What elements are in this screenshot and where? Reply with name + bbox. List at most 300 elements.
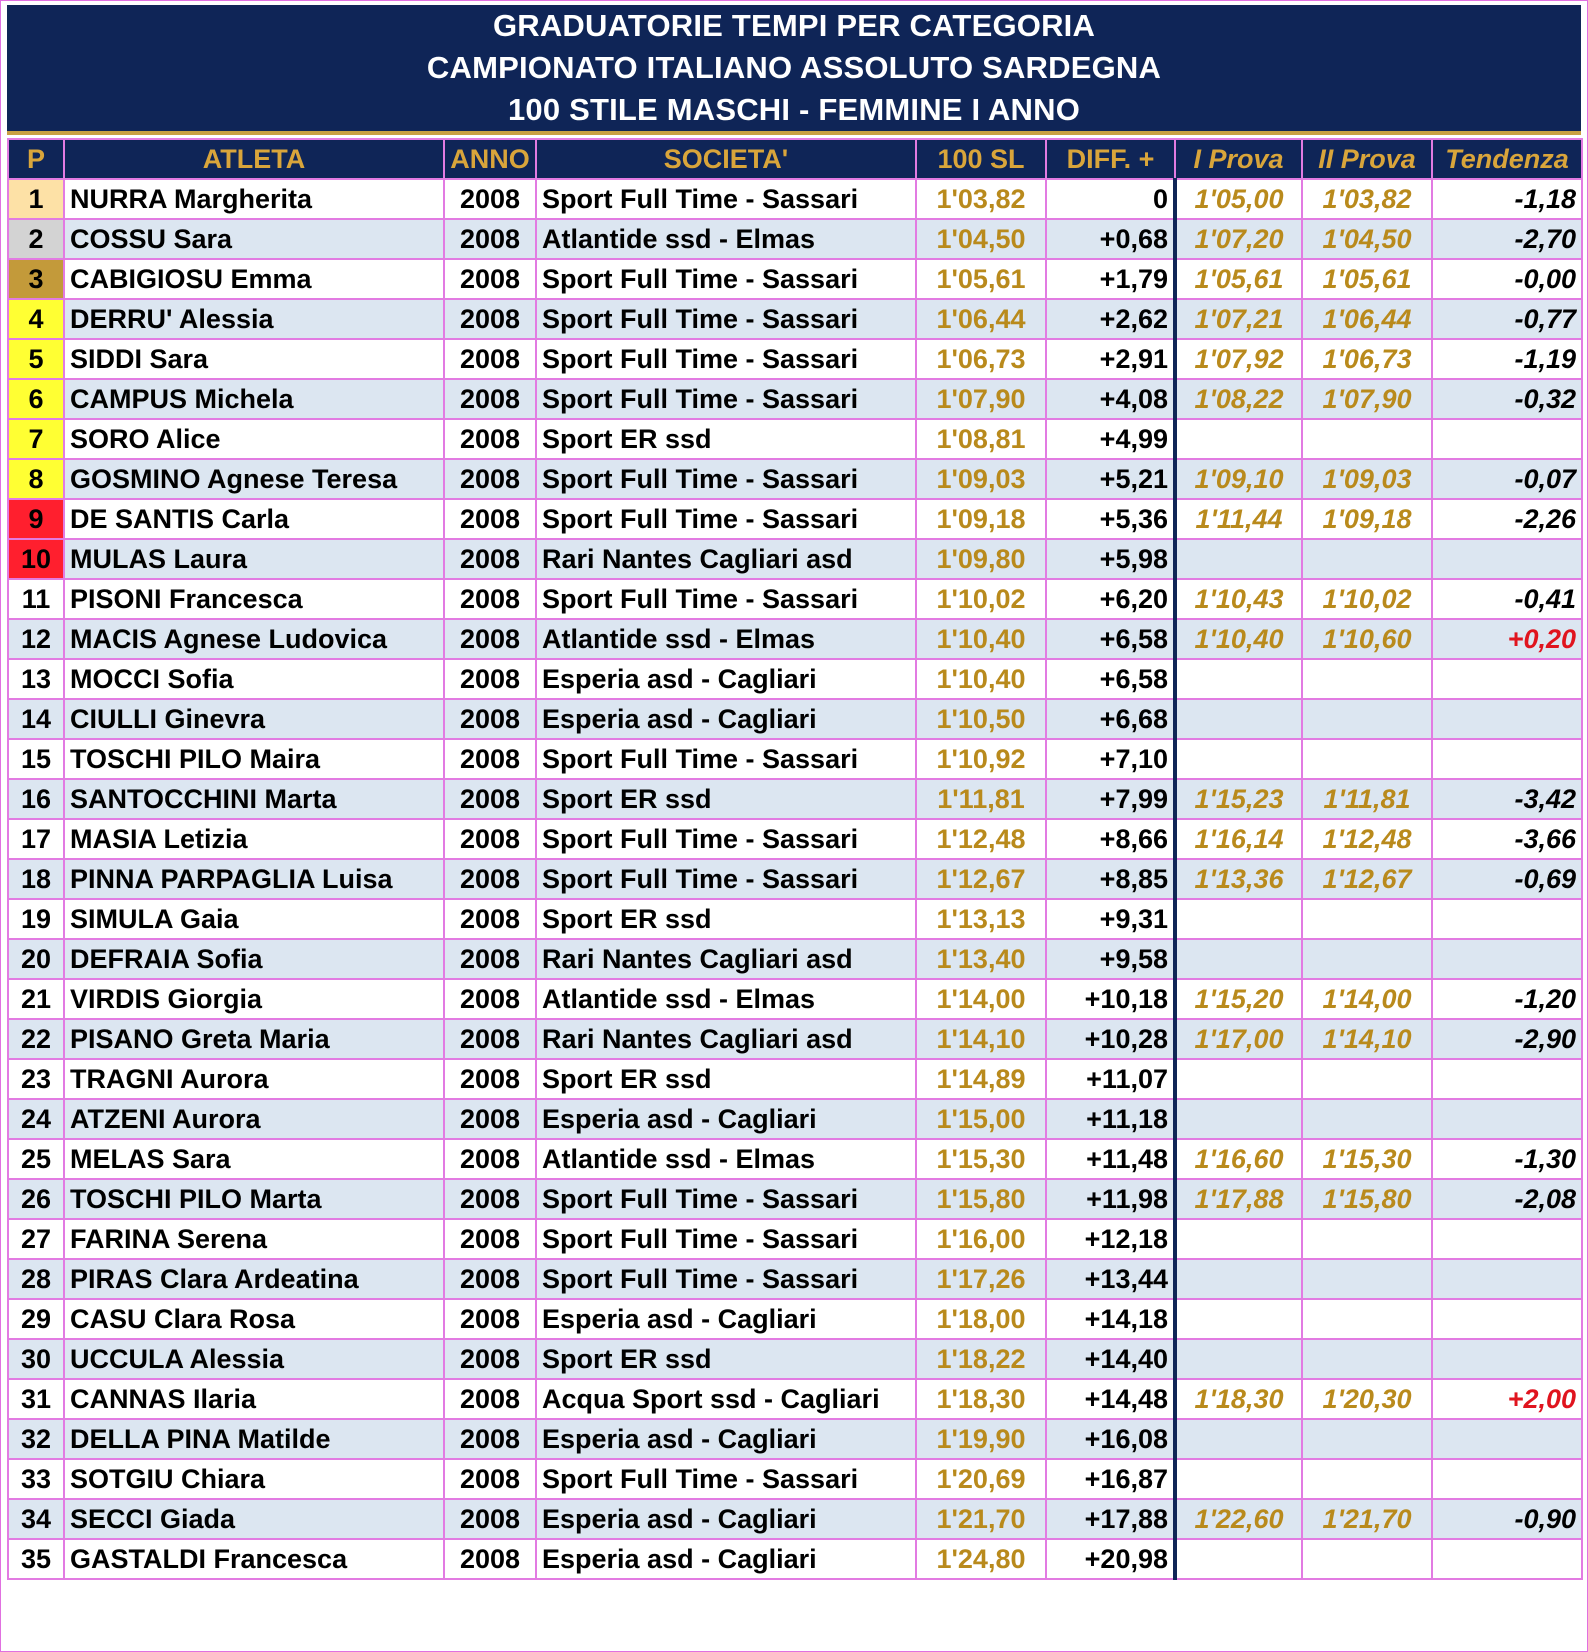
col-header-athlete[interactable]: ATLETA [64, 139, 444, 179]
second-trial-cell[interactable] [1302, 739, 1432, 779]
second-trial-cell[interactable] [1302, 419, 1432, 459]
trend-cell[interactable]: -0,07 [1432, 459, 1582, 499]
athlete-cell[interactable]: VIRDIS Giorgia [64, 979, 444, 1019]
diff-cell[interactable]: +5,98 [1046, 539, 1175, 579]
athlete-cell[interactable]: GASTALDI Francesca [64, 1539, 444, 1579]
year-cell[interactable]: 2008 [444, 219, 536, 259]
first-trial-cell[interactable]: 1'17,88 [1175, 1179, 1302, 1219]
year-cell[interactable]: 2008 [444, 1179, 536, 1219]
second-trial-cell[interactable]: 1'15,80 [1302, 1179, 1432, 1219]
athlete-cell[interactable]: CANNAS Ilaria [64, 1379, 444, 1419]
club-cell[interactable]: Atlantide ssd - Elmas [536, 979, 916, 1019]
second-trial-cell[interactable] [1302, 539, 1432, 579]
second-trial-cell[interactable] [1302, 899, 1432, 939]
athlete-cell[interactable]: CIULLI Ginevra [64, 699, 444, 739]
diff-cell[interactable]: +7,99 [1046, 779, 1175, 819]
rank-cell[interactable]: 8 [8, 459, 64, 499]
rank-cell[interactable]: 16 [8, 779, 64, 819]
trend-cell[interactable] [1432, 899, 1582, 939]
first-trial-cell[interactable]: 1'08,22 [1175, 379, 1302, 419]
rank-cell[interactable]: 12 [8, 619, 64, 659]
rank-cell[interactable]: 2 [8, 219, 64, 259]
trend-cell[interactable]: -0,77 [1432, 299, 1582, 339]
trend-cell[interactable] [1432, 419, 1582, 459]
trend-cell[interactable]: -3,42 [1432, 779, 1582, 819]
club-cell[interactable]: Sport ER ssd [536, 779, 916, 819]
diff-cell[interactable]: +13,44 [1046, 1259, 1175, 1299]
first-trial-cell[interactable]: 1'05,00 [1175, 179, 1302, 219]
athlete-cell[interactable]: SECCI Giada [64, 1499, 444, 1539]
second-trial-cell[interactable]: 1'03,82 [1302, 179, 1432, 219]
club-cell[interactable]: Sport Full Time - Sassari [536, 1179, 916, 1219]
trend-cell[interactable] [1432, 1259, 1582, 1299]
rank-cell[interactable]: 25 [8, 1139, 64, 1179]
club-cell[interactable]: Atlantide ssd - Elmas [536, 1139, 916, 1179]
first-trial-cell[interactable]: 1'18,30 [1175, 1379, 1302, 1419]
first-trial-cell[interactable]: 1'05,61 [1175, 259, 1302, 299]
time-cell[interactable]: 1'10,92 [916, 739, 1046, 779]
first-trial-cell[interactable]: 1'10,43 [1175, 579, 1302, 619]
second-trial-cell[interactable]: 1'11,81 [1302, 779, 1432, 819]
year-cell[interactable]: 2008 [444, 619, 536, 659]
diff-cell[interactable]: +11,98 [1046, 1179, 1175, 1219]
col-header-first-trial[interactable]: I Prova [1175, 139, 1302, 179]
second-trial-cell[interactable] [1302, 1339, 1432, 1379]
year-cell[interactable]: 2008 [444, 299, 536, 339]
trend-cell[interactable]: -0,41 [1432, 579, 1582, 619]
first-trial-cell[interactable]: 1'07,92 [1175, 339, 1302, 379]
club-cell[interactable]: Sport Full Time - Sassari [536, 459, 916, 499]
club-cell[interactable]: Sport Full Time - Sassari [536, 1459, 916, 1499]
trend-cell[interactable] [1432, 539, 1582, 579]
rank-cell[interactable]: 29 [8, 1299, 64, 1339]
time-cell[interactable]: 1'13,13 [916, 899, 1046, 939]
first-trial-cell[interactable] [1175, 1539, 1302, 1579]
trend-cell[interactable]: +2,00 [1432, 1379, 1582, 1419]
year-cell[interactable]: 2008 [444, 1259, 536, 1299]
athlete-cell[interactable]: DEFRAIA Sofia [64, 939, 444, 979]
time-cell[interactable]: 1'06,44 [916, 299, 1046, 339]
first-trial-cell[interactable]: 1'07,20 [1175, 219, 1302, 259]
athlete-cell[interactable]: FARINA Serena [64, 1219, 444, 1259]
club-cell[interactable]: Sport ER ssd [536, 419, 916, 459]
year-cell[interactable]: 2008 [444, 579, 536, 619]
diff-cell[interactable]: +2,62 [1046, 299, 1175, 339]
club-cell[interactable]: Sport Full Time - Sassari [536, 859, 916, 899]
second-trial-cell[interactable]: 1'15,30 [1302, 1139, 1432, 1179]
first-trial-cell[interactable]: 1'17,00 [1175, 1019, 1302, 1059]
first-trial-cell[interactable]: 1'07,21 [1175, 299, 1302, 339]
year-cell[interactable]: 2008 [444, 659, 536, 699]
year-cell[interactable]: 2008 [444, 1099, 536, 1139]
trend-cell[interactable]: -0,00 [1432, 259, 1582, 299]
first-trial-cell[interactable] [1175, 1419, 1302, 1459]
trend-cell[interactable] [1432, 1459, 1582, 1499]
diff-cell[interactable]: +10,28 [1046, 1019, 1175, 1059]
rank-cell[interactable]: 27 [8, 1219, 64, 1259]
rank-cell[interactable]: 3 [8, 259, 64, 299]
athlete-cell[interactable]: UCCULA Alessia [64, 1339, 444, 1379]
club-cell[interactable]: Esperia asd - Cagliari [536, 659, 916, 699]
athlete-cell[interactable]: TOSCHI PILO Maira [64, 739, 444, 779]
year-cell[interactable]: 2008 [444, 539, 536, 579]
trend-cell[interactable] [1432, 1419, 1582, 1459]
first-trial-cell[interactable]: 1'15,20 [1175, 979, 1302, 1019]
time-cell[interactable]: 1'15,30 [916, 1139, 1046, 1179]
second-trial-cell[interactable]: 1'14,10 [1302, 1019, 1432, 1059]
time-cell[interactable]: 1'14,10 [916, 1019, 1046, 1059]
first-trial-cell[interactable] [1175, 1259, 1302, 1299]
club-cell[interactable]: Acqua Sport ssd - Cagliari [536, 1379, 916, 1419]
time-cell[interactable]: 1'07,90 [916, 379, 1046, 419]
year-cell[interactable]: 2008 [444, 899, 536, 939]
time-cell[interactable]: 1'12,67 [916, 859, 1046, 899]
col-header-time[interactable]: 100 SL [916, 139, 1046, 179]
club-cell[interactable]: Atlantide ssd - Elmas [536, 619, 916, 659]
athlete-cell[interactable]: MASIA Letizia [64, 819, 444, 859]
rank-cell[interactable]: 35 [8, 1539, 64, 1579]
rank-cell[interactable]: 9 [8, 499, 64, 539]
year-cell[interactable]: 2008 [444, 1019, 536, 1059]
club-cell[interactable]: Esperia asd - Cagliari [536, 1099, 916, 1139]
second-trial-cell[interactable]: 1'10,60 [1302, 619, 1432, 659]
athlete-cell[interactable]: CASU Clara Rosa [64, 1299, 444, 1339]
club-cell[interactable]: Sport Full Time - Sassari [536, 379, 916, 419]
club-cell[interactable]: Sport ER ssd [536, 1339, 916, 1379]
diff-cell[interactable]: +5,21 [1046, 459, 1175, 499]
time-cell[interactable]: 1'20,69 [916, 1459, 1046, 1499]
athlete-cell[interactable]: DELLA PINA Matilde [64, 1419, 444, 1459]
second-trial-cell[interactable] [1302, 1299, 1432, 1339]
club-cell[interactable]: Sport Full Time - Sassari [536, 579, 916, 619]
club-cell[interactable]: Rari Nantes Cagliari asd [536, 939, 916, 979]
year-cell[interactable]: 2008 [444, 1059, 536, 1099]
year-cell[interactable]: 2008 [444, 1139, 536, 1179]
club-cell[interactable]: Esperia asd - Cagliari [536, 1539, 916, 1579]
time-cell[interactable]: 1'09,80 [916, 539, 1046, 579]
year-cell[interactable]: 2008 [444, 379, 536, 419]
diff-cell[interactable]: +5,36 [1046, 499, 1175, 539]
first-trial-cell[interactable] [1175, 1059, 1302, 1099]
club-cell[interactable]: Sport ER ssd [536, 899, 916, 939]
second-trial-cell[interactable]: 1'06,73 [1302, 339, 1432, 379]
first-trial-cell[interactable]: 1'15,23 [1175, 779, 1302, 819]
diff-cell[interactable]: +6,58 [1046, 619, 1175, 659]
club-cell[interactable]: Sport Full Time - Sassari [536, 819, 916, 859]
athlete-cell[interactable]: CABIGIOSU Emma [64, 259, 444, 299]
first-trial-cell[interactable] [1175, 739, 1302, 779]
athlete-cell[interactable]: MELAS Sara [64, 1139, 444, 1179]
time-cell[interactable]: 1'14,89 [916, 1059, 1046, 1099]
diff-cell[interactable]: +4,08 [1046, 379, 1175, 419]
time-cell[interactable]: 1'13,40 [916, 939, 1046, 979]
time-cell[interactable]: 1'10,50 [916, 699, 1046, 739]
time-cell[interactable]: 1'11,81 [916, 779, 1046, 819]
time-cell[interactable]: 1'18,30 [916, 1379, 1046, 1419]
second-trial-cell[interactable]: 1'21,70 [1302, 1499, 1432, 1539]
rank-cell[interactable]: 22 [8, 1019, 64, 1059]
trend-cell[interactable]: -1,19 [1432, 339, 1582, 379]
rank-cell[interactable]: 28 [8, 1259, 64, 1299]
year-cell[interactable]: 2008 [444, 1539, 536, 1579]
time-cell[interactable]: 1'17,26 [916, 1259, 1046, 1299]
trend-cell[interactable]: -2,70 [1432, 219, 1582, 259]
rank-cell[interactable]: 23 [8, 1059, 64, 1099]
rank-cell[interactable]: 11 [8, 579, 64, 619]
rank-cell[interactable]: 34 [8, 1499, 64, 1539]
second-trial-cell[interactable]: 1'12,48 [1302, 819, 1432, 859]
athlete-cell[interactable]: DE SANTIS Carla [64, 499, 444, 539]
diff-cell[interactable]: +16,87 [1046, 1459, 1175, 1499]
rank-cell[interactable]: 19 [8, 899, 64, 939]
time-cell[interactable]: 1'09,03 [916, 459, 1046, 499]
second-trial-cell[interactable]: 1'06,44 [1302, 299, 1432, 339]
club-cell[interactable]: Atlantide ssd - Elmas [536, 219, 916, 259]
club-cell[interactable]: Sport Full Time - Sassari [536, 499, 916, 539]
second-trial-cell[interactable] [1302, 1539, 1432, 1579]
athlete-cell[interactable]: SOTGIU Chiara [64, 1459, 444, 1499]
year-cell[interactable]: 2008 [444, 1339, 536, 1379]
athlete-cell[interactable]: DERRU' Alessia [64, 299, 444, 339]
diff-cell[interactable]: +6,20 [1046, 579, 1175, 619]
time-cell[interactable]: 1'19,90 [916, 1419, 1046, 1459]
club-cell[interactable]: Esperia asd - Cagliari [536, 699, 916, 739]
year-cell[interactable]: 2008 [444, 1299, 536, 1339]
time-cell[interactable]: 1'15,80 [916, 1179, 1046, 1219]
rank-cell[interactable]: 26 [8, 1179, 64, 1219]
club-cell[interactable]: Sport ER ssd [536, 1059, 916, 1099]
diff-cell[interactable]: +8,85 [1046, 859, 1175, 899]
trend-cell[interactable] [1432, 1059, 1582, 1099]
trend-cell[interactable] [1432, 1299, 1582, 1339]
time-cell[interactable]: 1'04,50 [916, 219, 1046, 259]
col-header-second-trial[interactable]: II Prova [1302, 139, 1432, 179]
second-trial-cell[interactable] [1302, 1419, 1432, 1459]
rank-cell[interactable]: 14 [8, 699, 64, 739]
trend-cell[interactable]: -1,18 [1432, 179, 1582, 219]
athlete-cell[interactable]: TRAGNI Aurora [64, 1059, 444, 1099]
athlete-cell[interactable]: COSSU Sara [64, 219, 444, 259]
diff-cell[interactable]: +17,88 [1046, 1499, 1175, 1539]
col-header-trend[interactable]: Tendenza [1432, 139, 1582, 179]
diff-cell[interactable]: +11,07 [1046, 1059, 1175, 1099]
rank-cell[interactable]: 6 [8, 379, 64, 419]
athlete-cell[interactable]: CAMPUS Michela [64, 379, 444, 419]
rank-cell[interactable]: 10 [8, 539, 64, 579]
rank-cell[interactable]: 17 [8, 819, 64, 859]
trend-cell[interactable]: -0,90 [1432, 1499, 1582, 1539]
first-trial-cell[interactable]: 1'09,10 [1175, 459, 1302, 499]
first-trial-cell[interactable]: 1'22,60 [1175, 1499, 1302, 1539]
time-cell[interactable]: 1'03,82 [916, 179, 1046, 219]
second-trial-cell[interactable]: 1'05,61 [1302, 259, 1432, 299]
trend-cell[interactable]: -2,90 [1432, 1019, 1582, 1059]
diff-cell[interactable]: +11,18 [1046, 1099, 1175, 1139]
second-trial-cell[interactable] [1302, 1059, 1432, 1099]
athlete-cell[interactable]: ATZENI Aurora [64, 1099, 444, 1139]
trend-cell[interactable] [1432, 1339, 1582, 1379]
diff-cell[interactable]: +20,98 [1046, 1539, 1175, 1579]
year-cell[interactable]: 2008 [444, 819, 536, 859]
first-trial-cell[interactable] [1175, 1339, 1302, 1379]
year-cell[interactable]: 2008 [444, 1459, 536, 1499]
rank-cell[interactable]: 1 [8, 179, 64, 219]
time-cell[interactable]: 1'18,22 [916, 1339, 1046, 1379]
trend-cell[interactable]: -2,26 [1432, 499, 1582, 539]
col-header-year[interactable]: ANNO [444, 139, 536, 179]
athlete-cell[interactable]: NURRA Margherita [64, 179, 444, 219]
athlete-cell[interactable]: SORO Alice [64, 419, 444, 459]
year-cell[interactable]: 2008 [444, 1419, 536, 1459]
first-trial-cell[interactable] [1175, 1459, 1302, 1499]
diff-cell[interactable]: +8,66 [1046, 819, 1175, 859]
first-trial-cell[interactable] [1175, 539, 1302, 579]
time-cell[interactable]: 1'18,00 [916, 1299, 1046, 1339]
second-trial-cell[interactable]: 1'12,67 [1302, 859, 1432, 899]
diff-cell[interactable]: +16,08 [1046, 1419, 1175, 1459]
time-cell[interactable]: 1'08,81 [916, 419, 1046, 459]
athlete-cell[interactable]: MULAS Laura [64, 539, 444, 579]
club-cell[interactable]: Sport Full Time - Sassari [536, 299, 916, 339]
time-cell[interactable]: 1'10,02 [916, 579, 1046, 619]
first-trial-cell[interactable] [1175, 699, 1302, 739]
club-cell[interactable]: Sport Full Time - Sassari [536, 1259, 916, 1299]
year-cell[interactable]: 2008 [444, 779, 536, 819]
second-trial-cell[interactable]: 1'04,50 [1302, 219, 1432, 259]
year-cell[interactable]: 2008 [444, 259, 536, 299]
club-cell[interactable]: Sport Full Time - Sassari [536, 179, 916, 219]
second-trial-cell[interactable]: 1'07,90 [1302, 379, 1432, 419]
first-trial-cell[interactable] [1175, 419, 1302, 459]
trend-cell[interactable] [1432, 1219, 1582, 1259]
rank-cell[interactable]: 30 [8, 1339, 64, 1379]
athlete-cell[interactable]: SIDDI Sara [64, 339, 444, 379]
year-cell[interactable]: 2008 [444, 419, 536, 459]
diff-cell[interactable]: +14,18 [1046, 1299, 1175, 1339]
rank-cell[interactable]: 18 [8, 859, 64, 899]
year-cell[interactable]: 2008 [444, 1219, 536, 1259]
club-cell[interactable]: Sport Full Time - Sassari [536, 339, 916, 379]
diff-cell[interactable]: +2,91 [1046, 339, 1175, 379]
year-cell[interactable]: 2008 [444, 179, 536, 219]
athlete-cell[interactable]: PIRAS Clara Ardeatina [64, 1259, 444, 1299]
time-cell[interactable]: 1'12,48 [916, 819, 1046, 859]
time-cell[interactable]: 1'09,18 [916, 499, 1046, 539]
first-trial-cell[interactable]: 1'10,40 [1175, 619, 1302, 659]
trend-cell[interactable]: -3,66 [1432, 819, 1582, 859]
first-trial-cell[interactable] [1175, 659, 1302, 699]
diff-cell[interactable]: +6,58 [1046, 659, 1175, 699]
athlete-cell[interactable]: MOCCI Sofia [64, 659, 444, 699]
first-trial-cell[interactable]: 1'11,44 [1175, 499, 1302, 539]
trend-cell[interactable] [1432, 939, 1582, 979]
col-header-club[interactable]: SOCIETA' [536, 139, 916, 179]
year-cell[interactable]: 2008 [444, 499, 536, 539]
first-trial-cell[interactable]: 1'13,36 [1175, 859, 1302, 899]
trend-cell[interactable] [1432, 1099, 1582, 1139]
athlete-cell[interactable]: SIMULA Gaia [64, 899, 444, 939]
rank-cell[interactable]: 13 [8, 659, 64, 699]
col-header-diff[interactable]: DIFF. + [1046, 139, 1175, 179]
club-cell[interactable]: Esperia asd - Cagliari [536, 1419, 916, 1459]
trend-cell[interactable] [1432, 659, 1582, 699]
athlete-cell[interactable]: PISONI Francesca [64, 579, 444, 619]
time-cell[interactable]: 1'06,73 [916, 339, 1046, 379]
rank-cell[interactable]: 15 [8, 739, 64, 779]
first-trial-cell[interactable] [1175, 1219, 1302, 1259]
first-trial-cell[interactable] [1175, 1099, 1302, 1139]
year-cell[interactable]: 2008 [444, 339, 536, 379]
first-trial-cell[interactable]: 1'16,14 [1175, 819, 1302, 859]
club-cell[interactable]: Rari Nantes Cagliari asd [536, 1019, 916, 1059]
year-cell[interactable]: 2008 [444, 979, 536, 1019]
diff-cell[interactable]: +9,58 [1046, 939, 1175, 979]
year-cell[interactable]: 2008 [444, 1499, 536, 1539]
club-cell[interactable]: Esperia asd - Cagliari [536, 1499, 916, 1539]
rank-cell[interactable]: 31 [8, 1379, 64, 1419]
trend-cell[interactable]: -1,30 [1432, 1139, 1582, 1179]
trend-cell[interactable]: -2,08 [1432, 1179, 1582, 1219]
time-cell[interactable]: 1'10,40 [916, 619, 1046, 659]
year-cell[interactable]: 2008 [444, 739, 536, 779]
trend-cell[interactable]: -1,20 [1432, 979, 1582, 1019]
diff-cell[interactable]: +10,18 [1046, 979, 1175, 1019]
year-cell[interactable]: 2008 [444, 459, 536, 499]
athlete-cell[interactable]: PISANO Greta Maria [64, 1019, 444, 1059]
diff-cell[interactable]: +4,99 [1046, 419, 1175, 459]
first-trial-cell[interactable] [1175, 939, 1302, 979]
athlete-cell[interactable]: GOSMINO Agnese Teresa [64, 459, 444, 499]
second-trial-cell[interactable] [1302, 1459, 1432, 1499]
club-cell[interactable]: Rari Nantes Cagliari asd [536, 539, 916, 579]
second-trial-cell[interactable] [1302, 699, 1432, 739]
second-trial-cell[interactable] [1302, 1259, 1432, 1299]
diff-cell[interactable]: +7,10 [1046, 739, 1175, 779]
athlete-cell[interactable]: PINNA PARPAGLIA Luisa [64, 859, 444, 899]
rank-cell[interactable]: 21 [8, 979, 64, 1019]
second-trial-cell[interactable] [1302, 1099, 1432, 1139]
time-cell[interactable]: 1'24,80 [916, 1539, 1046, 1579]
rank-cell[interactable]: 20 [8, 939, 64, 979]
diff-cell[interactable]: +14,48 [1046, 1379, 1175, 1419]
year-cell[interactable]: 2008 [444, 939, 536, 979]
year-cell[interactable]: 2008 [444, 859, 536, 899]
athlete-cell[interactable]: TOSCHI PILO Marta [64, 1179, 444, 1219]
rank-cell[interactable]: 4 [8, 299, 64, 339]
diff-cell[interactable]: +11,48 [1046, 1139, 1175, 1179]
second-trial-cell[interactable] [1302, 1219, 1432, 1259]
second-trial-cell[interactable] [1302, 939, 1432, 979]
club-cell[interactable]: Esperia asd - Cagliari [536, 1299, 916, 1339]
time-cell[interactable]: 1'21,70 [916, 1499, 1046, 1539]
time-cell[interactable]: 1'16,00 [916, 1219, 1046, 1259]
diff-cell[interactable]: +0,68 [1046, 219, 1175, 259]
second-trial-cell[interactable]: 1'09,18 [1302, 499, 1432, 539]
time-cell[interactable]: 1'15,00 [916, 1099, 1046, 1139]
time-cell[interactable]: 1'10,40 [916, 659, 1046, 699]
rank-cell[interactable]: 24 [8, 1099, 64, 1139]
club-cell[interactable]: Sport Full Time - Sassari [536, 1219, 916, 1259]
col-header-position[interactable]: P [8, 139, 64, 179]
diff-cell[interactable]: +1,79 [1046, 259, 1175, 299]
athlete-cell[interactable]: MACIS Agnese Ludovica [64, 619, 444, 659]
year-cell[interactable]: 2008 [444, 699, 536, 739]
rank-cell[interactable]: 5 [8, 339, 64, 379]
trend-cell[interactable]: -0,69 [1432, 859, 1582, 899]
second-trial-cell[interactable]: 1'10,02 [1302, 579, 1432, 619]
diff-cell[interactable]: +9,31 [1046, 899, 1175, 939]
trend-cell[interactable] [1432, 739, 1582, 779]
